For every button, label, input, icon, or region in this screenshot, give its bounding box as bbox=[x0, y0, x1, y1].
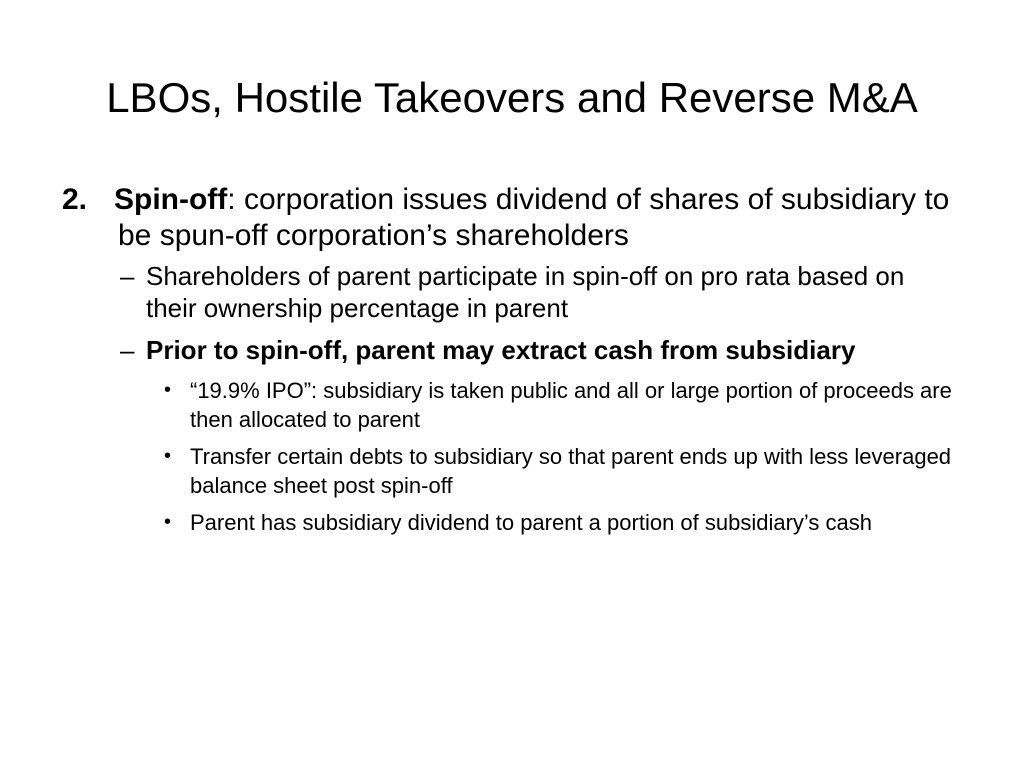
subpoint-text: Prior to spin-off, parent may extract cash from subsidiary bbox=[146, 335, 856, 365]
slide-body bbox=[62, 182, 962, 545]
bullet-dot: • bbox=[164, 511, 172, 533]
slide-title: LBOs, Hostile Takeovers and Reverse M&A bbox=[106, 74, 918, 121]
main-point bbox=[62, 182, 962, 254]
subpoint-extract-cash bbox=[120, 334, 962, 366]
bullet-text: Transfer certain debts to subsidiary so that parent ends up with less leveraged balance sheet post spin-off bbox=[190, 444, 952, 498]
bullet-dividend bbox=[164, 508, 962, 537]
bullet-text: Parent has subsidiary dividend to parent a portion of subsidiary’s cash bbox=[190, 510, 872, 535]
point-term: Spin-off bbox=[114, 183, 228, 216]
bullet-ipo bbox=[164, 376, 962, 434]
subpoint-pro-rata bbox=[120, 260, 962, 324]
dash-bullet: – bbox=[120, 335, 135, 365]
subpoint-text: Shareholders of parent participate in spin-off on pro rata based on their ownership percentage in parent bbox=[146, 261, 905, 323]
dash-bullet: – bbox=[120, 261, 135, 291]
point-number: 2. bbox=[62, 183, 88, 216]
bullet-transfer-debts bbox=[164, 442, 962, 500]
bullet-dot: • bbox=[164, 445, 172, 467]
point-definition: : corporation issues dividend of shares of subsidiary to be spun-off corporation’s shareholders bbox=[118, 183, 950, 252]
bullet-dot: • bbox=[164, 379, 172, 401]
bullet-text: “19.9% IPO”: subsidiary is taken public and all or large portion of proceeds are then allocated to parent bbox=[190, 378, 952, 432]
